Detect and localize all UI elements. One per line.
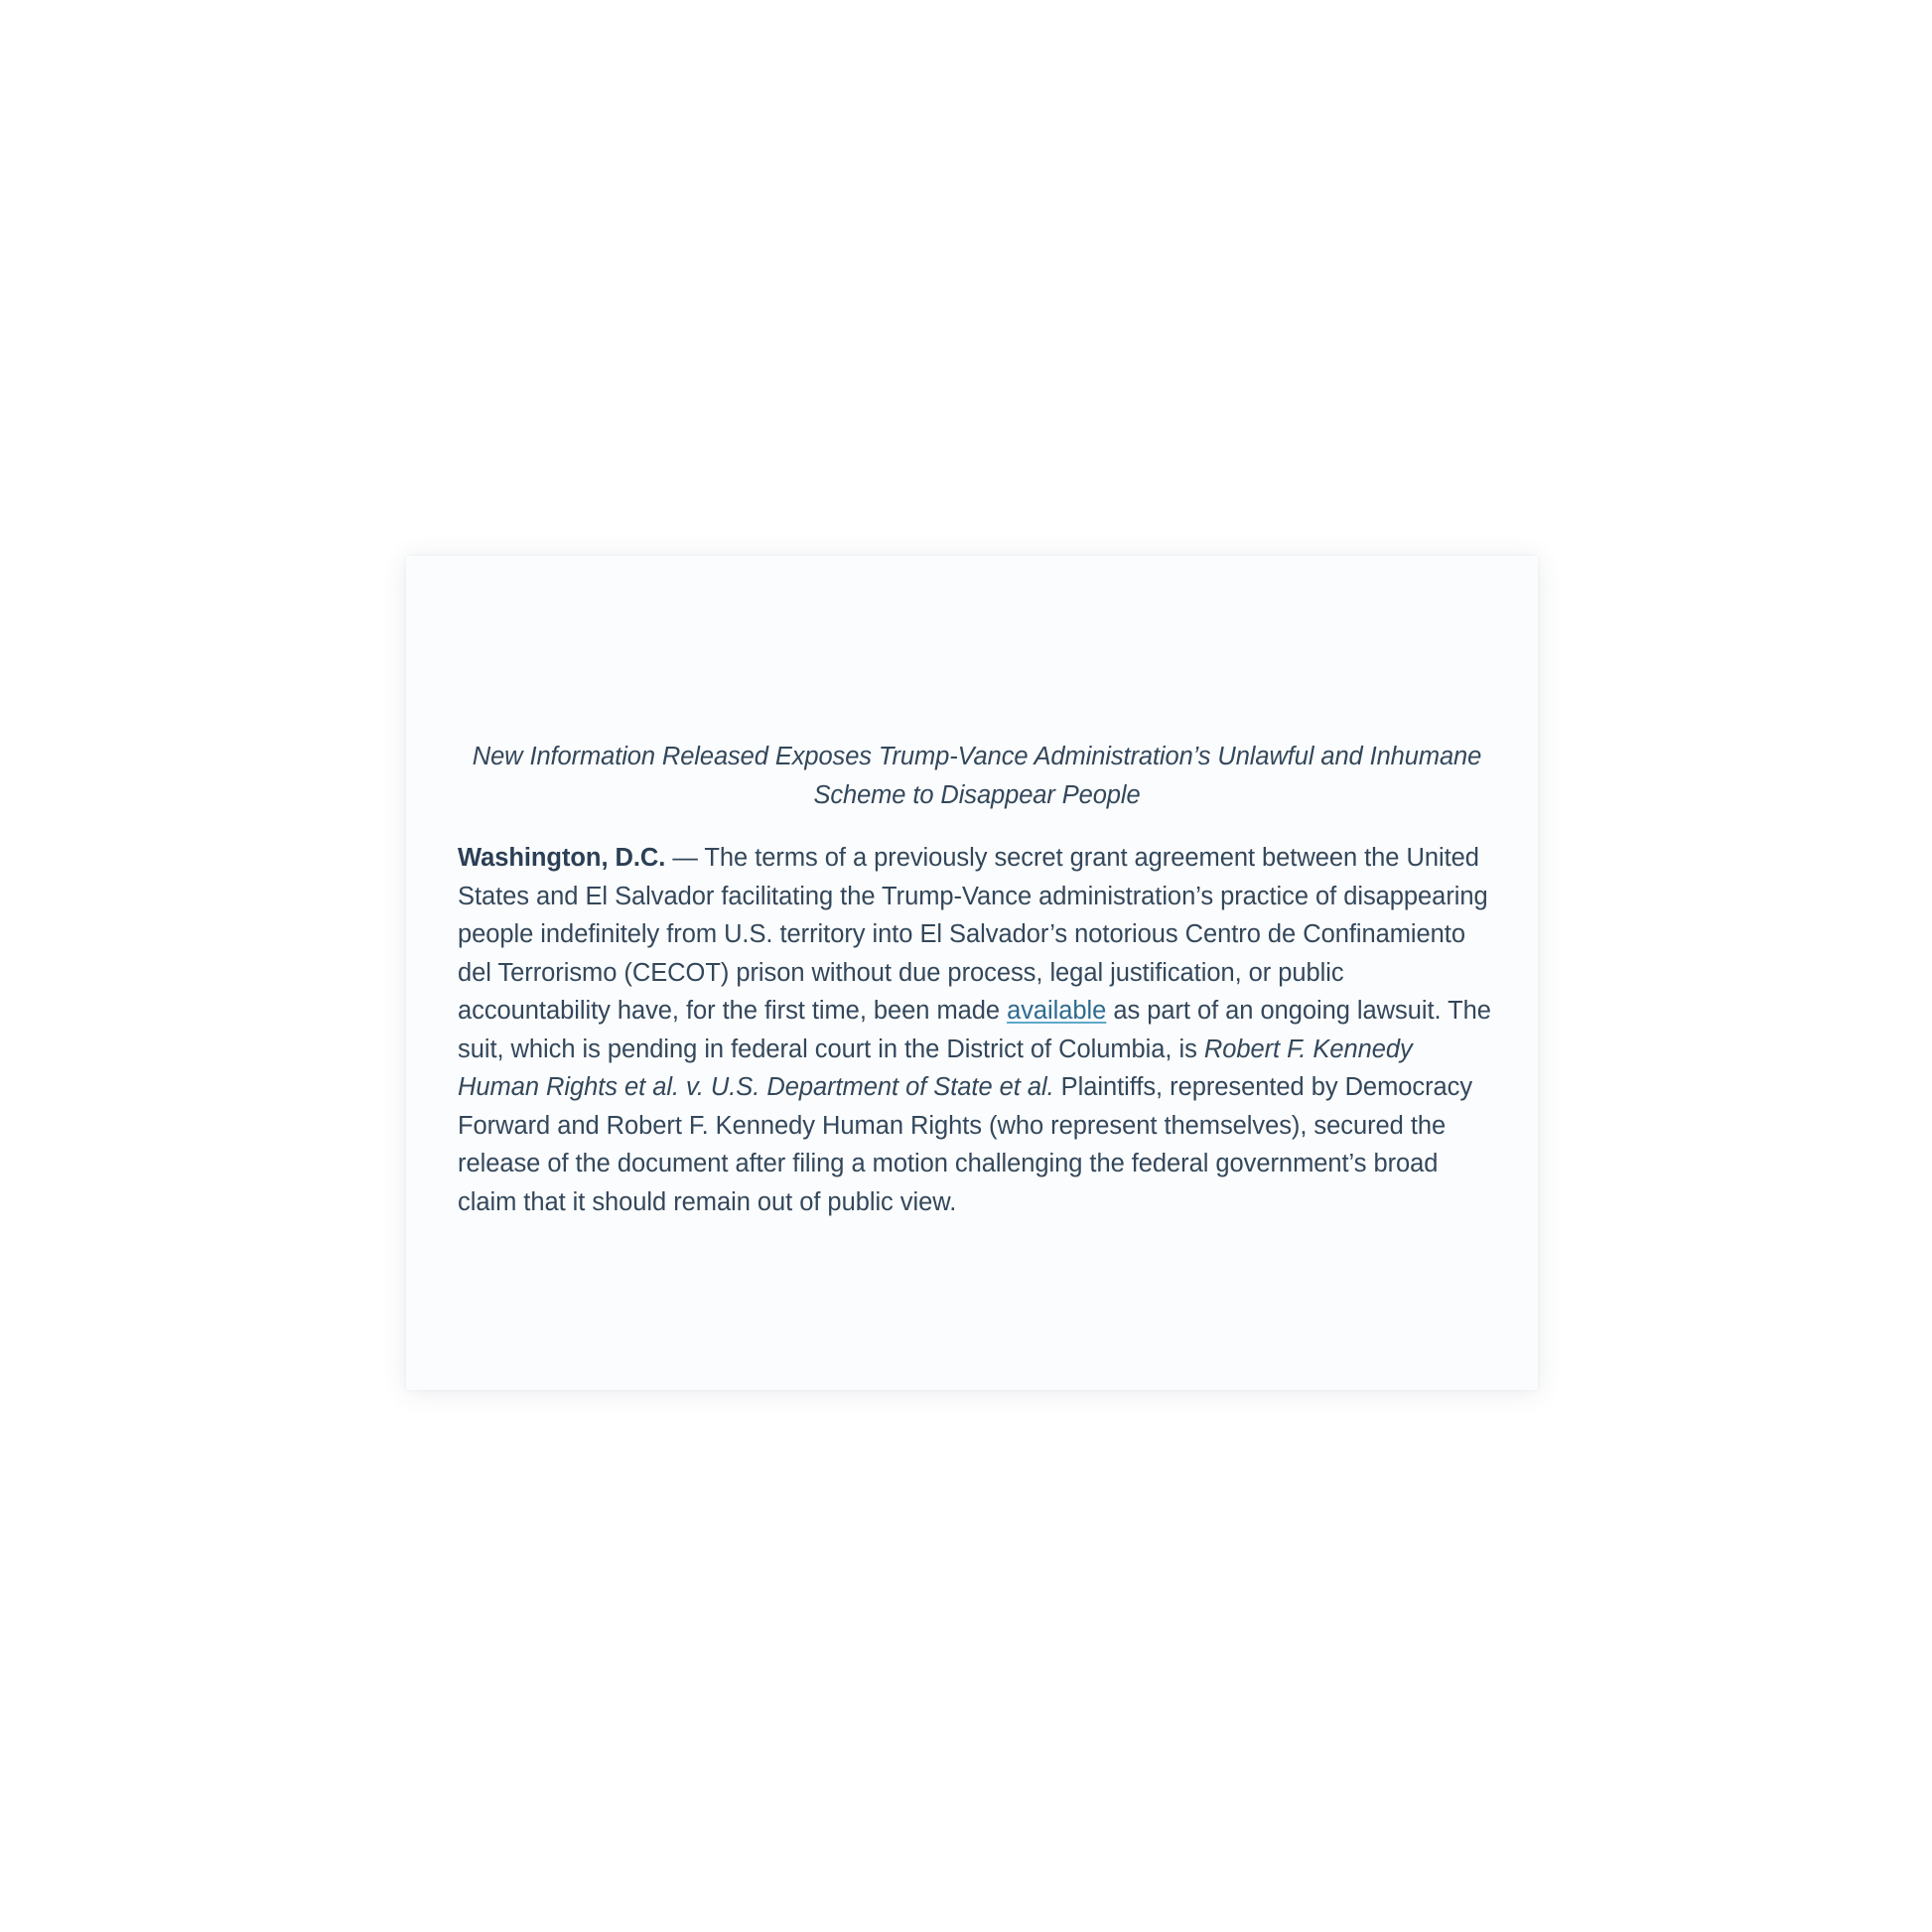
article-body-paragraph — [458, 839, 1496, 1221]
article-deck: New Information Released Exposes Trump-Vance Administration’s Unlawful and Inhumane Scheme to Disappear People — [472, 743, 1482, 809]
document-card — [406, 556, 1538, 1390]
body-segment-2: as part of an ongoing lawsuit. The suit, which is pending in federal court in the District of Columbia, is — [458, 997, 1491, 1063]
case-name: Robert F. Kennedy Human Rights et al. v. U.S. Department of State et al. — [458, 1035, 1413, 1101]
body-segment-1: — The terms of a previously secret grant agreement between the United States and El Salvador facilitating the Trump-Vance administration’s practice of disappearing people indefinitely from U.S. territory into El Salvador’s notorious Centro de Confinamiento del Terrorismo (CECOT) prison without due process, legal justification, or public accountability have, for the first time, been made — [458, 844, 1488, 1025]
dateline: Washington, D.C. — [458, 844, 666, 872]
body-segment-3: Plaintiffs, represented by Democracy Forward and Robert F. Kennedy Human Rights (who represent themselves), secured the release of the document after filing a motion challenging the federal government’s broad claim that it should remain out of public view. — [458, 1073, 1473, 1216]
document-content — [458, 738, 1496, 1221]
available-document-link[interactable]: available — [1007, 997, 1107, 1025]
